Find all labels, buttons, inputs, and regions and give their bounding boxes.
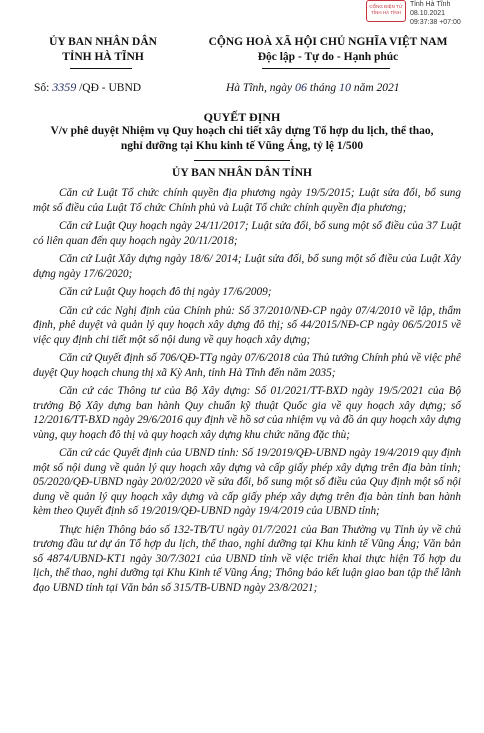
document-date (226, 80, 400, 95)
document-subject: V/v phê duyệt Nhiệm vụ Quy hoạch chi tiết xây dựng Tổ hợp du lịch, thể thao, nghỉ dưỡng tại Khu kinh tế Vũng Áng, tỷ lệ 1/500 (50, 125, 434, 152)
legal-basis-paragraph: Căn cứ các Thông tư của Bộ Xây dựng: Số 01/2021/TT-BXD ngày 19/5/2021 của Bộ trưởng Bộ Xây dựng ban hành Quy chuẩn kỹ thuật Quốc gia về quy hoạch xây dựng; số 12/2016/TT-BXD ngày 29/6/2016 quy định về hồ sơ của nhiệm vụ và đồ án quy hoạch xây dựng vùng, quy hoạch đô thị và quy hoạch xây dựng khu chức năng đặc thù; (33, 385, 461, 441)
legal-basis-paragraph: Căn cứ các Quyết định của UBND tỉnh: Số 19/2019/QĐ-UBND ngày 19/4/2019 quy định một số nội dung về quản lý quy hoạch xây dựng và cấp giấy phép xây dựng trên địa bàn tỉnh; 05/2020/QĐ-UBND ngày 20/02/2020 về sửa đổi, bổ sung một số điều của Quy định một số nội dung về quản lý quy hoạch xây dựng và cấp giấy phép xây dựng trên địa bàn tỉnh ban hành kèm theo Quyết định số 19/2019/QĐ-UBND ngày 19/4/2019 của UBND tỉnh; (33, 447, 461, 517)
number-value: 3359 (52, 80, 77, 94)
digital-signature-stamp (366, 0, 478, 34)
country-name: CỘNG HOÀ XÃ HỘI CHỦ NGHĨA VIỆT NAM (208, 36, 448, 48)
legal-basis-paragraph: Căn cứ Luật Xây dựng ngày 18/6/ 2014; Luật sửa đổi, bổ sung một số điều của Luật Xây dựng ngày 17/6/2020; (33, 253, 461, 280)
document-body (33, 186, 461, 599)
e-portal-seal-icon: CỔNG ĐIỆN TỬ TỈNH HÀ TĨNH (366, 0, 406, 22)
national-motto: Độc lập - Tự do - Hạnh phúc (257, 51, 399, 63)
issuing-body: ỦY BAN NHÂN DÂN TỈNH (172, 167, 312, 179)
legal-basis-paragraph: Căn cứ Luật Tổ chức chính quyền địa phương ngày 19/5/2015; Luật sửa đổi, bổ sung một số điều của Luật Tổ chức Chính phủ và Luật Tổ chức chính quyền địa phương; (33, 187, 461, 214)
number-prefix: Số: (34, 82, 50, 94)
document-number (34, 80, 141, 95)
date-prefix: Hà Tĩnh, ngày (226, 82, 293, 94)
date-year: năm 2021 (353, 82, 400, 94)
stamp-date: 08.10.2021 (410, 10, 446, 17)
authority-line-2: TỈNH HÀ TĨNH (62, 51, 144, 63)
legal-basis-paragraph: Căn cứ Quyết định số 706/QĐ-TTg ngày 07/6/2018 của Thủ tướng Chính phủ về việc phê duyệt Quy hoạch chung thị xã Kỳ Anh, tỉnh Hà Tĩnh đến năm 2035; (33, 352, 461, 379)
stamp-issuer: Tỉnh Hà Tĩnh (410, 1, 451, 8)
authority-line-1: ỦY BAN NHÂN DÂN (49, 36, 157, 48)
legal-basis-paragraph: Thực hiện Thông báo số 132-TB/TU ngày 01/7/2021 của Ban Thường vụ Tỉnh ủy về chủ trương đầu tư dự án Tổ hợp du lịch, thể thao, nghỉ dưỡng tại Khu kinh tế Vũng Áng; Văn bản số 4874/UBND-KT1 ngày 30/7/3021 của UBND tỉnh về việc triển khai thực hiện Tổ hợp du lịch, thể thao, nghỉ dưỡng tại Khu Kinh tế Vũng Áng; Thông báo kết luận giao ban tập thể lãnh đạo UBND tỉnh tại Văn bản số 315/TB-UBND ngày 23/8/2021; (33, 523, 461, 594)
number-suffix: /QĐ - UBND (79, 82, 142, 94)
date-day: 06 (295, 80, 307, 94)
legal-basis-paragraph: Căn cứ các Nghị định của Chính phủ: Số 37/2010/NĐ-CP ngày 07/4/2010 về lập, thẩm định, phê duyệt và quản lý quy hoạch xây dựng đô thị; số 44/2015/NĐ-CP ngày 06/5/2015 về việc quy định chi tiết một số nội dung về quy hoạch xây dựng; (33, 304, 461, 346)
document-title: QUYẾT ĐỊNH (203, 110, 281, 124)
date-month-label: tháng (309, 82, 337, 94)
date-month: 10 (338, 80, 351, 94)
subject-underline (194, 160, 290, 161)
motto-underline (262, 68, 390, 69)
authority-underline (70, 68, 132, 69)
legal-basis-paragraph: Căn cứ Luật Quy hoạch ngày 24/11/2017; Luật sửa đổi, bổ sung một số điều của 37 Luật có liên quan đến quy hoạch ngày 20/11/2018; (33, 220, 461, 247)
legal-basis-paragraph: Căn cứ Luật Quy hoạch đô thị ngày 17/6/2009; (59, 286, 272, 298)
issuing-authority-header (28, 35, 178, 65)
national-motto-header (180, 35, 476, 65)
stamp-metadata (410, 0, 461, 27)
stamp-time: 09:37:38 +07:00 (410, 19, 461, 26)
